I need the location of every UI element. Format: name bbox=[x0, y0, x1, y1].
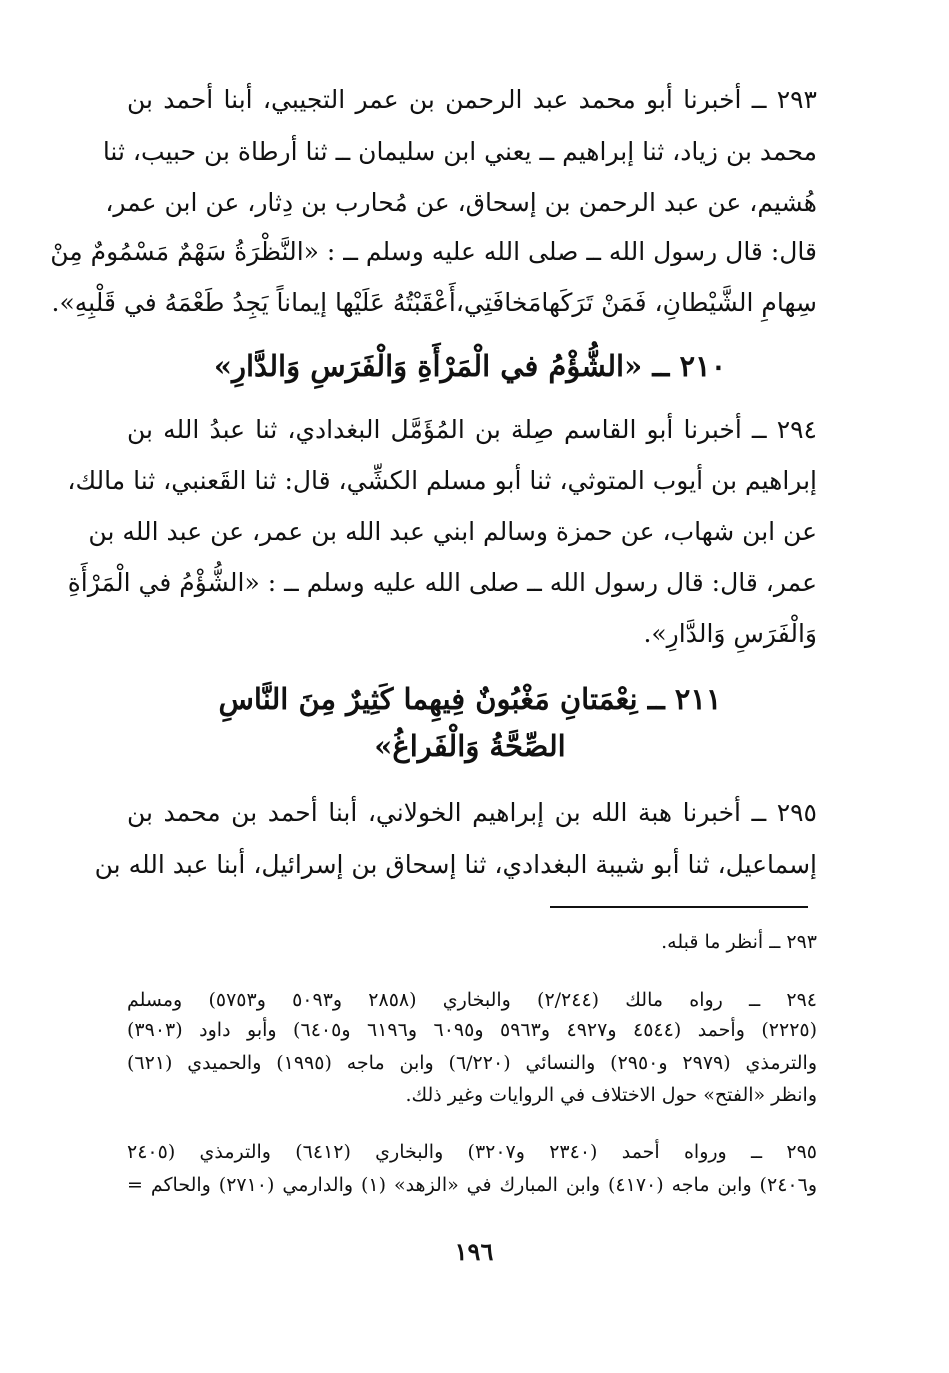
footnote-294-line-3: والترمذي (٢٩٧٩ و٢٩٥٠) والنسائي (٦/٢٢٠) وابن ماجه (١٩٩٥) والحميدي (٦٢١) bbox=[127, 1052, 817, 1074]
hadith-294-line-2: إبراهيم بن أيوب المتوثي، ثنا أبو مسلم الكشِّي، قال: ثنا القَعنبي، ثنا مالك، bbox=[67, 466, 817, 495]
hadith-294-line-5: وَالْفَرَسِ وَالدَّارِ». bbox=[643, 619, 817, 648]
footnote-separator bbox=[550, 906, 808, 908]
hadith-293-line-4: قال: قال رسول الله ــ صلى الله عليه وسلم ــ : «النَّظْرَةُ سَهْمٌ مَسْمُومٌ مِنْ bbox=[50, 237, 817, 266]
footnote-295-line-2: و٢٤٠٦) وابن ماجه (٤١٧٠) وابن المبارك في «الزهد» (١) والدارمي (٢٧١٠) والحاكم = bbox=[127, 1174, 817, 1196]
chapter-heading-210: ٢١٠ ــ «الشُّؤْمُ في الْمَرْأَةِ وَالْفَرَسِ وَالدَّارِ» bbox=[213, 349, 727, 383]
hadith-293-line-1: ٢٩٣ ــ أخبرنا أبو محمد عبد الرحمن بن عمر التجيبي، أبنا أحمد بن bbox=[127, 85, 817, 114]
hadith-294-line-1: ٢٩٤ ــ أخبرنا أبو القاسم صِلة بن المُؤَمَّل البغدادي، ثنا عبدُ الله بن bbox=[127, 415, 817, 444]
footnote-294-line-1: ٢٩٤ ــ رواه مالك (٢/٢٤٤) والبخاري (٢٨٥٨ و٥٠٩٣ و٥٧٥٣) ومسلم bbox=[127, 989, 818, 1011]
chapter-heading-211-line-1: ٢١١ ــ نِعْمَتانِ مَغْبُونٌ فِيهِما كَثِيرٌ مِنَ النَّاسِ bbox=[218, 682, 722, 716]
footnote-293: ٢٩٣ ــ أنظر ما قبله. bbox=[661, 931, 817, 953]
page-number: ١٩٦ bbox=[454, 1237, 494, 1266]
hadith-294-line-3: عن ابن شهاب، عن حمزة وسالم ابني عبد الله بن عمر، عن عبد الله بن bbox=[88, 517, 817, 546]
hadith-295-line-1: ٢٩٥ ــ أخبرنا هبة الله بن إبراهيم الخولاني، أبنا أحمد بن محمد بن bbox=[127, 798, 817, 827]
hadith-295-line-2: إسماعيل، ثنا أبو شيبة البغدادي، ثنا إسحاق بن إسرائيل، أبنا عبد الله بن bbox=[94, 850, 817, 879]
chapter-heading-211-line-2: الصِّحَّةُ وَالْفَراغُ» bbox=[374, 729, 566, 763]
hadith-293-line-2: محمد بن زياد، ثنا إبراهيم ــ يعني ابن سليمان ــ ثنا أرطاة بن حبيب، ثنا bbox=[102, 137, 817, 166]
footnote-294-line-2: (٢٢٢٥) وأحمد (٤٥٤٤ و٤٩٢٧ و٥٩٦٣ و٦٠٩٥ و٦١٩٦ و٦٤٠٥) وأبو داود (٣٩٠٣) bbox=[127, 1019, 818, 1041]
hadith-293-line-3: هُشيم، عن عبد الرحمن بن إسحاق، عن مُحارب بن دِثار، عن ابن عمر، bbox=[105, 188, 817, 217]
hadith-293-line-5: سِهامِ الشَّيْطانِ، فَمَنْ تَرَكَهامَخافَتِي،أَعْقَبْتُهُ عَلَيْها إيماناً يَجِدُ طَعْمَهُ في قَلْبِهِ». bbox=[51, 288, 817, 317]
footnote-295-line-1: ٢٩٥ ــ ورواه أحمد (٢٣٤٠ و٣٢٠٧) والبخاري (٦٤١٢) والترمذي (٢٤٠٥ bbox=[127, 1141, 818, 1163]
footnote-294-line-4: وانظر «الفتح» حول الاختلاف في الروايات وغير ذلك. bbox=[405, 1084, 817, 1106]
hadith-294-line-4: عمر، قال: قال رسول الله ــ صلى الله عليه وسلم ــ : «الشُّؤْمُ في الْمَرْأَةِ bbox=[67, 568, 817, 597]
